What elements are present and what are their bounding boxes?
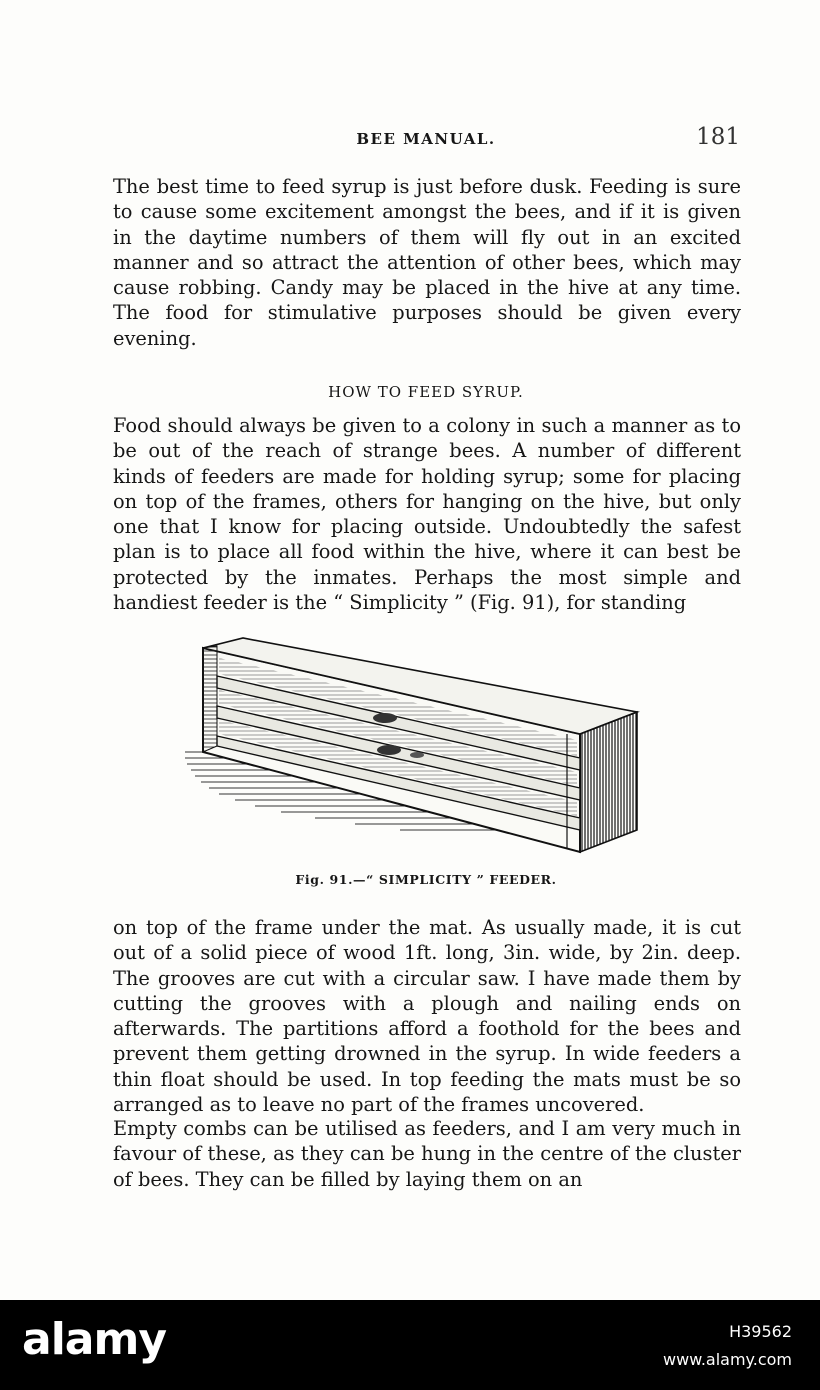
simplicity-feeder-illustration xyxy=(185,634,640,866)
watermark-footer xyxy=(0,1300,820,1390)
running-head xyxy=(110,126,742,156)
alamy-logo: alamy xyxy=(22,1314,166,1365)
paragraph-feeders: Food should always be given to a colony in such a manner as to be out of the reach of strange bees. A number of different kinds of feeders are made for holding syrup; some for placing on top of the frames, others for hanging on the hive, but only one that I know for placing outside. Undoubtedly the safest plan is to place all food within the hive, where it can best be protected by the inmates. Perhaps the most simple and handiest feeder is the “ Simplicity ” (Fig. 91), for standing xyxy=(113,414,741,615)
image-id: H39562 xyxy=(729,1322,792,1341)
site-url: www.alamy.com xyxy=(663,1350,792,1369)
running-title: BEE MANUAL. xyxy=(356,130,496,148)
page-number: 181 xyxy=(696,124,740,150)
paragraph-empty-combs: Empty combs can be utilised as feeders, and I am very much in favour of these, as they can be hung in the centre of the cluster of bees. They can be filled by laying them on an xyxy=(113,1117,741,1191)
section-heading: HOW TO FEED SYRUP. xyxy=(328,383,524,401)
figure-caption: Fig. 91.—“ SIMPLICITY ” FEEDER. xyxy=(295,872,557,887)
paragraph-construction: on top of the frame under the mat. As usually made, it is cut out of a solid piece of wood 1ft. long, 3in. wide, by 2in. deep. The grooves are cut with a circular saw. I have made them by cutting the grooves with a plough and nailing ends on afterwards. The partitions afford a foothold for the bees and prevent them getting drowned in the syrup. In wide feeders a thin float should be used. In top feeding the mats must be so arranged as to leave no part of the frames uncovered. xyxy=(113,916,741,1117)
paragraph-feeding-time: The best time to feed syrup is just before dusk. Feeding is sure to cause some excitement amongst the bees, and if it is given in the daytime numbers of them will fly out in an excited manner and so attract the attention of other bees, which may cause robbing. Candy may be placed in the hive at any time. The food for stimulative purposes should be given every evening. xyxy=(113,175,741,350)
